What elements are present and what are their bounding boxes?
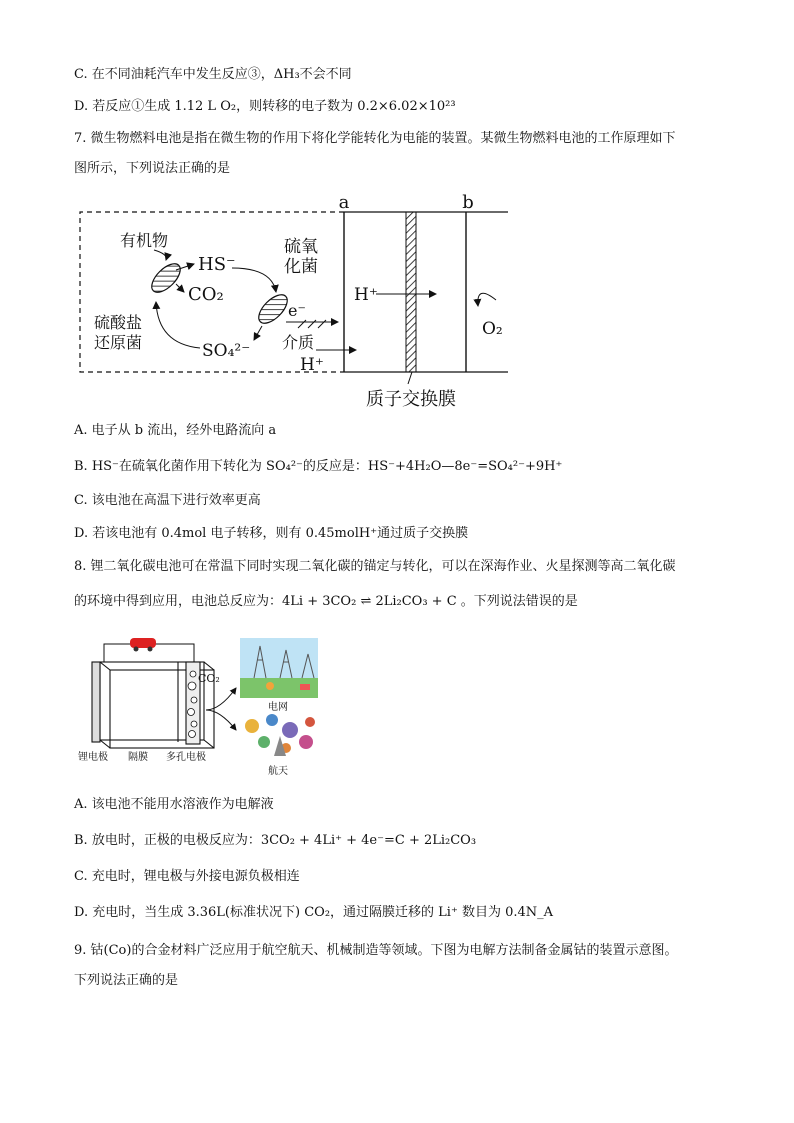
q6-option-c: C. 在不同油耗汽车中发生反应③，ΔH₃不会不同 — [74, 67, 352, 82]
q8-li-co2-battery-diagram — [74, 634, 324, 780]
aerospace-illustration — [245, 714, 315, 756]
electron-label: e⁻ — [288, 301, 306, 320]
electrode-b-label: b — [462, 192, 474, 213]
separator-label: 隔膜 — [128, 752, 148, 763]
q8-option-c: C. 充电时，锂电极与外接电源负极相连 — [74, 869, 300, 884]
aerospace-label: 航天 — [268, 766, 288, 777]
q8-option-a: A. 该电池不能用水溶液作为电解液 — [74, 797, 274, 812]
car-icon — [130, 638, 156, 652]
grid-label: 电网 — [268, 702, 288, 713]
q7-option-d: D. 若该电池有 0.4mol 电子转移，则有 0.45molH⁺通过质子交换膜 — [74, 526, 469, 541]
membrane-label: 质子交换膜 — [366, 389, 456, 410]
q8-stem-line2: 的环境中得到应用，电池总反应为：4Li + 3CO₂ ⇌ 2Li₂CO₃ + C 。下列说法错误的是 — [74, 594, 578, 609]
sulfur-oxidizer-label-1: 硫氧 — [284, 237, 318, 257]
sulfate-label: SO₄²⁻ — [202, 341, 251, 361]
q7-fuel-cell-diagram — [76, 188, 516, 412]
q6-option-d: D. 若反应①生成 1.12 L O₂，则转移的电子数为 0.2×6.02×10²³ — [74, 99, 456, 114]
co2-label: CO₂ — [188, 284, 224, 305]
fig8-co2-label: CO₂ — [198, 672, 220, 685]
sulfate-reducer-label-2: 还原菌 — [94, 333, 143, 352]
hs-label: HS⁻ — [198, 254, 236, 275]
porous-electrode-label: 多孔电极 — [166, 752, 206, 763]
q7-stem-line2: 图所示，下列说法正确的是 — [74, 161, 231, 176]
q7-option-b: B. HS⁻在硫氧化菌作用下转化为 SO₄²⁻的反应是：HS⁻+4H₂O—8e⁻=SO₄²⁻+9H⁺ — [74, 459, 563, 474]
q8-option-d: D. 充电时，当生成 3.36L(标准状况下) CO₂，通过隔膜迁移的 Li⁺ 数目为 0.4N_A — [74, 905, 554, 920]
q7-stem-line1: 7. 微生物燃料电池是指在微生物的作用下将化学能转化为电能的装置。某微生物燃料电池的工作原理如下 — [74, 131, 676, 146]
medium-label: 介质 — [282, 333, 315, 352]
sulfur-oxidizer-label-2: 化菌 — [284, 257, 318, 277]
power-grid-illustration — [240, 638, 318, 698]
q8-stem-line1: 8. 锂二氧化碳电池可在常温下同时实现二氧化碳的锚定与转化，可以在深海作业、火星探测等高二氧化碳 — [74, 559, 676, 574]
o2-label: O₂ — [482, 319, 503, 339]
organic-matter-label: 有机物 — [120, 231, 169, 250]
proton-exchange-membrane — [406, 212, 416, 372]
electrode-a-label: a — [338, 192, 350, 213]
q9-stem-line2: 下列说法正确的是 — [74, 973, 179, 988]
q7-option-c: C. 该电池在高温下进行效率更高 — [74, 493, 261, 508]
hplus-bottom-label: H⁺ — [300, 355, 324, 375]
q9-stem-line1: 9. 钴(Co)的合金材料广泛应用于航空航天、机械制造等领域。下图为电解方法制备金属钴的装置示意图。 — [74, 943, 678, 958]
sulfate-reducer-label-1: 硫酸盐 — [94, 313, 143, 332]
q7-option-a: A. 电子从 b 流出，经外电路流向 a — [74, 423, 277, 438]
sulfate-reducing-bacterium-icon — [147, 259, 185, 297]
lithium-electrode-label: 锂电极 — [78, 752, 108, 763]
q8-option-b: B. 放电时，正极的电极反应为：3CO₂ + 4Li⁺ + 4e⁻=C + 2Li₂CO₃ — [74, 833, 477, 848]
hplus-mid-label: H⁺ — [354, 285, 378, 305]
